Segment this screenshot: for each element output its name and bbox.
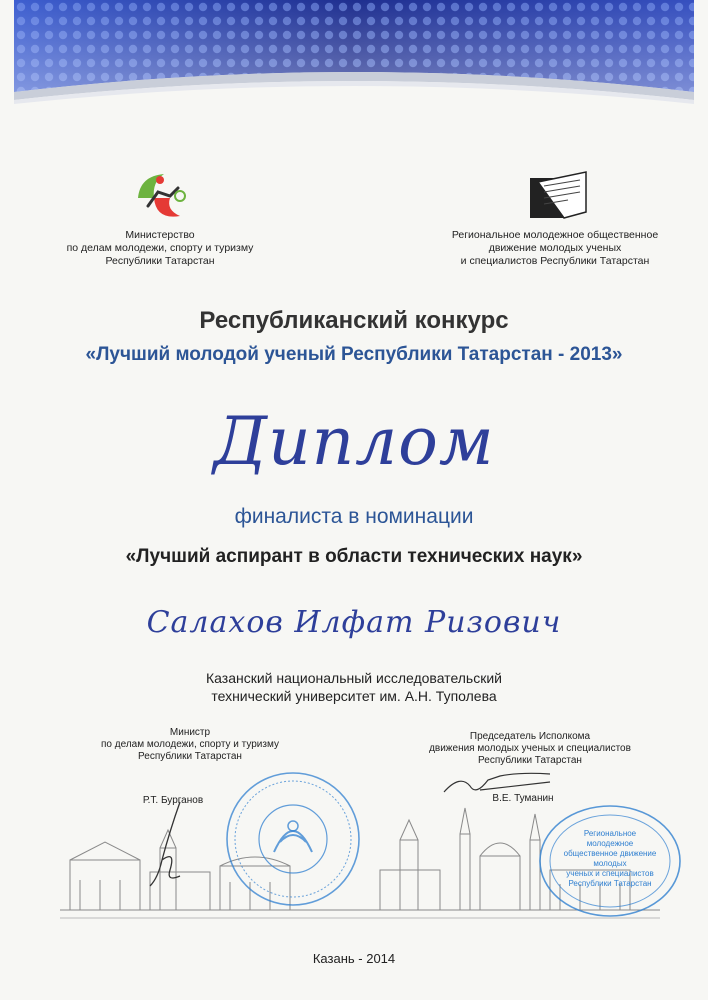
stamp-line4: молодых [593,859,627,868]
movement-logo-icon [528,168,590,224]
movement-name-line1: Региональное молодежное общественное [451,229,659,241]
signature-right [440,768,560,802]
contest-name: «Лучший молодой ученый Республики Татарстан - 2013» [85,344,623,365]
movement-stamp [535,802,685,920]
recipient-name: Салахов Илфат Ризович [146,605,562,640]
university-line2: технический университет им. А.Н. Туполева [211,688,497,704]
stamp-line2: молодежное [586,839,634,848]
signatory-right-name: В.Е. Туманин [492,793,554,804]
stamp-line5: ученых и специалистов [566,869,654,878]
nomination-title: «Лучший аспирант в области технических наук» [125,546,583,567]
signatory-right-line2: движения молодых ученых и специалистов [429,743,631,754]
signature-left [140,800,200,890]
contest-title: Республиканский конкурс [199,307,509,334]
movement-name-line3: и специалистов Республики Татарстан [460,255,650,267]
recipient-university [0,669,708,705]
ministry-logo-icon [130,168,190,223]
movement-name-line2: движение молодых ученых [488,242,622,254]
diploma-heading: Диплом [213,403,495,480]
movement-name [412,229,698,268]
ministry-name [40,229,280,268]
signatory-left-title [60,727,320,763]
signatory-left-line2: по делам молодежи, спорту и туризму [101,739,279,750]
stamp-line1: Региональное [583,829,637,838]
diploma-subheading: финалиста в номинации [234,505,474,528]
signatory-left-line1: Министр [169,727,211,738]
ministry-name-line1: Министерство [125,229,195,241]
banner-graphic [14,0,694,118]
stamp-line3: общественное движение [563,849,657,858]
signatory-right-line1: Председатель Исполкома [469,731,591,742]
signatory-left-line3: Республики Татарстан [138,751,242,762]
header-banner [14,0,694,118]
ministry-name-line3: Республики Татарстан [105,255,215,267]
signatory-left-name: Р.Т. Бурганов [142,795,204,806]
ministry-name-line2: по делам молодежи, спорту и туризму [66,242,254,254]
signatory-right-line3: Республики Татарстан [478,755,582,766]
place-and-year: Казань - 2014 [312,951,396,966]
ministry-stamp [224,770,362,908]
stamp-line6: Республики Татарстан [568,879,652,888]
university-line1: Казанский национальный исследовательский [206,670,502,686]
signatory-right-title [395,731,665,767]
